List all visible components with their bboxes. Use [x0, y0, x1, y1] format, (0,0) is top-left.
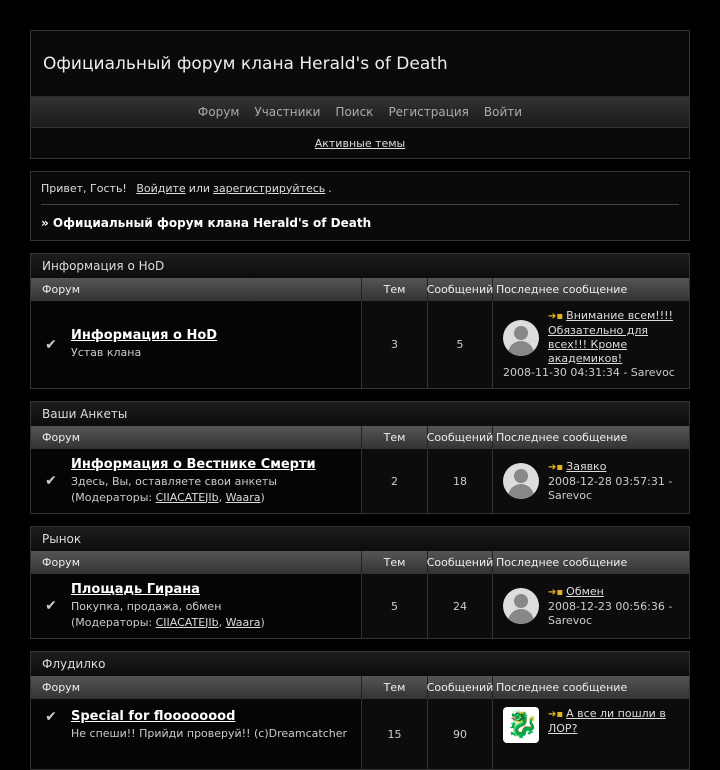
forum-description: Здесь, Вы, оставляете свои анкеты — [71, 474, 278, 488]
moderators-line: (Модераторы: CIIACATEJIb, Waara) — [71, 490, 265, 504]
nav-login[interactable]: Войти — [483, 105, 523, 119]
col-posts: Сообщений — [428, 426, 493, 449]
col-forum: Форум — [31, 426, 362, 449]
forum-row — [31, 574, 689, 638]
last-post-arrow-icon[interactable]: ➔▪ — [548, 586, 564, 598]
active-topics-link[interactable]: Активные темы — [314, 136, 406, 150]
forum-row — [31, 449, 689, 513]
greeting-or: или — [188, 181, 211, 195]
forum-description: Устав клана — [71, 346, 142, 359]
topics-count: 3 — [362, 301, 428, 388]
col-last-post: Последнее сообщение — [496, 431, 628, 444]
nav-members[interactable]: Участники — [254, 105, 321, 119]
posts-count: 24 — [428, 574, 493, 638]
col-posts: Сообщений — [428, 278, 493, 301]
moderators-label: (Модераторы: — [71, 490, 153, 504]
checkmark-icon: ✔ — [45, 336, 57, 353]
last-post-arrow-icon[interactable]: ➔▪ — [548, 461, 564, 473]
moderators-line: (Модераторы: CIIACATEJIb, Waara) — [71, 615, 265, 629]
last-post-link[interactable]: Внимание всем!!!! Обязательно для всех!!! Кроме академиков! — [548, 309, 673, 365]
table-header — [31, 426, 689, 449]
col-topics: Тем — [362, 676, 428, 699]
default-avatar-icon — [503, 463, 539, 499]
last-post-link[interactable]: Заявко — [566, 459, 607, 473]
forum-name-link[interactable]: Special for floooooood — [71, 709, 236, 724]
category-flood — [30, 651, 690, 770]
moderator-link[interactable]: CIIACATEJIb — [155, 490, 219, 504]
category-applications — [30, 401, 690, 514]
dragon-avatar-icon: 🐉 — [503, 707, 539, 743]
last-post-link[interactable]: А все ли пошли в ЛОР? — [548, 707, 666, 735]
col-posts: Сообщений — [428, 551, 493, 574]
last-post-meta: 2008-12-28 03:57:31 - Sarevoc — [548, 474, 673, 502]
col-topics: Тем — [362, 551, 428, 574]
checkmark-icon: ✔ — [45, 473, 57, 489]
greeting-text: Привет, Гость! — [41, 181, 127, 195]
table-header — [31, 676, 689, 699]
greeting-box — [30, 171, 690, 241]
forum-header — [30, 30, 690, 159]
col-forum: Форум — [31, 676, 362, 699]
checkmark-icon: ✔ — [45, 709, 57, 725]
nav-register[interactable]: Регистрация — [388, 105, 469, 119]
checkmark-icon: ✔ — [45, 598, 57, 614]
forum-title: Официальный форум клана Herald's of Death — [43, 53, 448, 74]
category-title[interactable]: Рынок — [31, 527, 689, 551]
last-post-arrow-icon[interactable]: ➔▪ — [548, 709, 564, 720]
col-forum: Форум — [31, 278, 362, 301]
last-post-meta: 2008-11-30 04:31:34 - Sarevoc — [503, 366, 675, 379]
posts-count: 18 — [428, 449, 493, 513]
category-market — [30, 526, 690, 639]
posts-count: 90 — [428, 699, 493, 769]
col-topics: Тем — [362, 278, 428, 301]
last-post-meta: 2008-12-23 00:56:36 - Sarevoc — [548, 599, 673, 627]
nav-forum[interactable]: Форум — [197, 105, 240, 119]
forum-name-link[interactable]: Информация о Вестнике Смерти — [71, 456, 316, 472]
breadcrumb: » Официальный форум клана Herald's of Death — [41, 216, 372, 230]
col-last-post: Последнее сообщение — [496, 681, 628, 694]
col-last-post: Последнее сообщение — [496, 283, 628, 296]
posts-count: 5 — [428, 301, 493, 388]
register-link[interactable]: зарегистрируйтесь — [213, 181, 326, 195]
topics-count: 5 — [362, 574, 428, 638]
category-hod-info — [30, 253, 690, 389]
forum-description: Не спеши!! Прийди проверуй!! (с)Dreamcatcher — [71, 727, 348, 740]
table-header — [31, 551, 689, 574]
last-post-arrow-icon[interactable]: ➔▪ — [548, 311, 564, 322]
default-avatar-icon — [503, 588, 539, 624]
nav-search[interactable]: Поиск — [335, 105, 374, 119]
col-posts: Сообщений — [428, 676, 493, 699]
col-topics: Тем — [362, 426, 428, 449]
login-link[interactable]: Войдите — [136, 181, 186, 195]
default-avatar-icon — [503, 320, 539, 356]
forum-name-link[interactable]: Площадь Гирана — [71, 581, 200, 597]
forum-row — [31, 301, 689, 388]
sub-nav — [31, 127, 689, 158]
forum-name-link[interactable]: Информация о HoD — [71, 328, 218, 343]
category-title[interactable]: Информация о HoD — [31, 254, 689, 278]
last-post-link[interactable]: Обмен — [566, 584, 604, 598]
table-header — [31, 278, 689, 301]
col-forum: Форум — [31, 551, 362, 574]
moderator-link[interactable]: Waara — [225, 615, 261, 629]
topics-count: 15 — [362, 699, 428, 769]
category-title[interactable]: Ваши Анкеты — [31, 402, 689, 426]
moderators-label: (Модераторы: — [71, 615, 153, 629]
forum-row — [31, 699, 689, 769]
moderator-link[interactable]: CIIACATEJIb — [155, 615, 219, 629]
forum-description: Покупка, продажа, обмен — [71, 599, 222, 613]
topics-count: 2 — [362, 449, 428, 513]
main-nav — [31, 96, 689, 127]
moderator-link[interactable]: Waara — [225, 490, 261, 504]
col-last-post: Последнее сообщение — [496, 556, 628, 569]
category-title[interactable]: Флудилко — [31, 652, 689, 676]
greeting-dot: . — [328, 181, 332, 195]
